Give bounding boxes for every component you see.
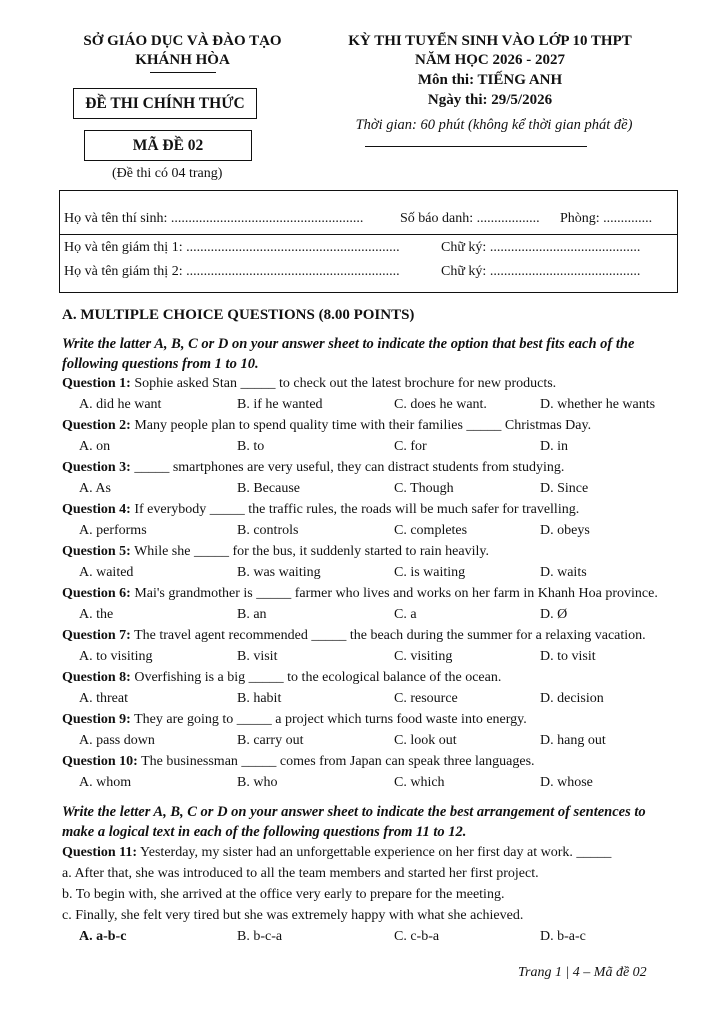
option-b: B. controls [237,523,299,538]
question-text: The travel agent recommended _____ the beach during the summer for a relaxing vacation. [130,628,646,643]
option-b: B. if he wanted [237,397,323,412]
question-label: Question 11: [62,845,138,860]
option-d: D. obeys [540,523,590,538]
question-text: If everybody _____ the traffic rules, the roads will be much safer for travelling. [130,502,580,517]
question-label: Question 3: [62,460,131,475]
question-label: Question 10: [62,754,138,769]
sentence-a: a. After that, she was introduced to all the team members and started her first project. [62,866,539,881]
option-c: C. does he want. [394,397,487,412]
exam-duration: Thời gian: 60 phút (không kể thời gian phát đề) [355,117,633,133]
official-exam-box: ĐỀ THI CHÍNH THỨC [73,88,257,119]
option-c: C. resource [394,691,458,706]
sentence-b: b. To begin with, she arrived at the office very early to prepare for the meeting. [62,887,505,902]
option-a: A. did he want [79,397,162,412]
sentence-c: c. Finally, she felt very tired but she was extremely happy with what she achieved. [62,908,524,923]
option-c: C. which [394,775,445,790]
option-b: B. b-c-a [237,929,283,944]
question-text: The businessman _____ comes from Japan can speak three languages. [137,754,535,769]
option-b: B. habit [237,691,282,706]
option-c: C. completes [394,523,468,538]
option-c: C. a [394,607,417,622]
header-underline [150,72,216,73]
option-d: D. waits [540,565,587,580]
option-b: B. was waiting [237,565,321,580]
question-label: Question 9: [62,712,131,727]
question-label: Question 2: [62,418,131,433]
question-text: Many people plan to spend quality time with their families _____ Christmas Day. [130,418,592,433]
room-field: Phòng: .............. [560,211,653,226]
question-label: Question 6: [62,586,131,601]
dept-line1: SỞ GIÁO DỤC VÀ ĐÀO TẠO [83,33,282,49]
exam-title: KỲ THI TUYỂN SINH VÀO LỚP 10 THPT [348,33,632,49]
option-d: D. to visit [540,649,596,664]
option-b: B. an [237,607,267,622]
option-a: A. waited [79,565,134,580]
instruction-1-10: Write the latter A, B, C or D on your answer sheet to indicate the option that best fits each of the following questions from 1 to 10. [62,336,635,372]
question-10 [62,754,535,770]
option-d: D. Since [540,481,589,496]
option-a: A. on [79,439,111,454]
option-b: B. who [237,775,278,790]
question-label: Question 7: [62,628,131,643]
option-d: D. b-a-c [540,929,586,944]
instruction-11-12: Write the letter A, B, C or D on your answer sheet to indicate the best arrangement of sentences to make a logical text in each of the following questions from 11 to 12. [62,804,646,840]
question-text: _____ smartphones are very useful, they can distract students from studying. [130,460,565,475]
question-5 [62,544,489,560]
option-b: B. Because [237,481,300,496]
exam-code-box: MÃ ĐỀ 02 [84,130,252,161]
section-a-title: A. MULTIPLE CHOICE QUESTIONS (8.00 POINTS) [62,307,415,323]
option-a: A. As [79,481,111,496]
option-a: A. a-b-c [79,929,127,944]
option-d: D. hang out [540,733,606,748]
option-c: C. visiting [394,649,453,664]
question-4 [62,502,579,518]
option-c: C. c-b-a [394,929,440,944]
candidate-number-field: Số báo danh: .................. [400,211,540,226]
option-a: A. performs [79,523,147,538]
subject: Môn thi: TIẾNG ANH [417,72,563,88]
option-b: B. visit [237,649,278,664]
question-text: Sophie asked Stan _____ to check out the latest brochure for new products. [130,376,557,391]
question-6 [62,586,658,602]
question-label: Question 4: [62,502,131,517]
option-d: D. whose [540,775,593,790]
candidate-name-field: Họ và tên thí sinh: ....................................................... [64,211,364,226]
question-1 [62,376,556,392]
question-text: They are going to _____ a project which turns food waste into energy. [130,712,527,727]
page-count: (Đề thi có 04 trang) [112,166,223,181]
school-year: NĂM HỌC 2026 - 2027 [415,52,565,68]
question-text: Overfishing is a big _____ to the ecological balance of the ocean. [130,670,502,685]
option-d: D. in [540,439,568,454]
proctor1-signature: Chữ ký: ........................................... [441,240,641,255]
question-9 [62,712,527,728]
question-8 [62,670,501,686]
question-7 [62,628,646,644]
option-a: A. threat [79,691,128,706]
option-a: A. whom [79,775,132,790]
question-text: While she _____ for the bus, it suddenly started to rain heavily. [130,544,489,559]
option-d: D. Ø [540,607,568,622]
option-d: D. whether he wants [540,397,656,412]
option-c: C. look out [394,733,457,748]
question-label: Question 8: [62,670,131,685]
option-a: A. pass down [79,733,155,748]
option-c: C. is waiting [394,565,466,580]
question-label: Question 5: [62,544,131,559]
option-b: B. carry out [237,733,304,748]
proctor2-field: Họ và tên giám thị 2: ............................................................. [64,264,400,279]
option-a: A. to visiting [79,649,153,664]
option-b: B. to [237,439,265,454]
question-label: Question 1: [62,376,131,391]
option-a: A. the [79,607,114,622]
option-c: C. Though [394,481,454,496]
question-text: Mai's grandmother is _____ farmer who lives and works on her farm in Khanh Hoa province. [130,586,658,601]
info-divider [60,234,677,235]
candidate-info-box [59,190,678,293]
page-footer: Trang 1 | 4 – Mã đề 02 [518,965,647,980]
option-d: D. decision [540,691,604,706]
question-11 [62,845,611,861]
exam-date: Ngày thi: 29/5/2026 [427,92,553,108]
proctor1-field: Họ và tên giám thị 1: ............................................................. [64,240,400,255]
option-c: C. for [394,439,427,454]
question-2 [62,418,591,434]
question-3 [62,460,564,476]
dept-line2: KHÁNH HÒA [135,52,230,68]
question-text: Yesterday, my sister had an unforgettable experience on her first day at work. _____ [137,845,612,860]
proctor2-signature: Chữ ký: ........................................... [441,264,641,279]
duration-underline [365,146,587,147]
